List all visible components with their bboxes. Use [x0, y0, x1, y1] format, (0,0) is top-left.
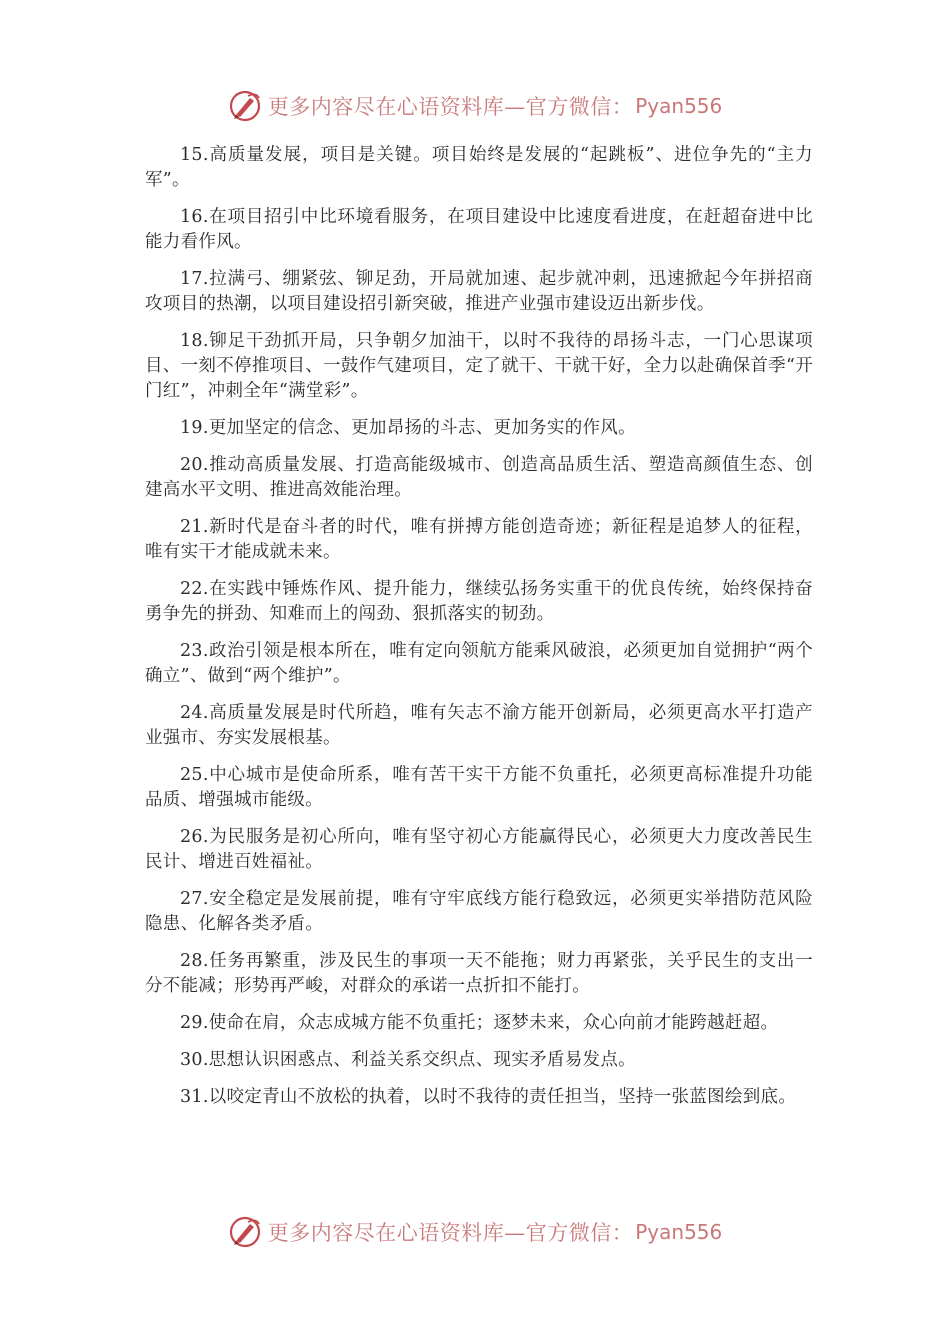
footer-banner-id: Pyan556 [635, 1220, 723, 1244]
paragraph-23: 23.政治引领是根本所在，唯有定向领航方能乘风破浪，必须更加自觉拥护“两个确立”、做到“两个维护”。 [145, 641, 813, 686]
paragraph-29: 29.使命在肩，众志成城方能不负重托；逐梦未来，众心向前才能跨越赶超。 [180, 1013, 779, 1033]
paragraph-30: 30.思想认识困惑点、利益关系交织点、现实矛盾易发点。 [180, 1050, 636, 1070]
pen-logo-icon [228, 89, 262, 123]
paragraph-18: 18.铆足干劲抓开局，只争朝夕加油干，以时不我待的昂扬斗志，一门心思谋项目、一刻不停推项目、一鼓作气建项目，定了就干、干就干好，全力以赴确保首季“开门红”，冲刺全年“满堂彩”。 [145, 331, 813, 401]
paragraph-21: 21.新时代是奋斗者的时代，唯有拼搏方能创造奇迹；新征程是追梦人的征程，唯有实干才能成就未来。 [145, 517, 813, 562]
paragraph-28: 28.任务再繁重，涉及民生的事项一天不能拖；财力再紧张，关乎民生的支出一分不能减；形势再严峻，对群众的承诺一点折扣不能打。 [145, 951, 813, 996]
paragraph-19: 19.更加坚定的信念、更加昂扬的斗志、更加务实的作风。 [180, 418, 636, 438]
header-banner-id: Pyan556 [635, 94, 723, 118]
paragraph-17: 17.拉满弓、绷紧弦、铆足劲，开局就加速、起步就冲刺，迅速掀起今年拼招商攻项目的热潮，以项目建设招引新突破，推进产业强市建设迈出新步伐。 [145, 269, 813, 314]
paragraph-26: 26.为民服务是初心所向，唯有坚守初心方能赢得民心，必须更大力度改善民生民计、增进百姓福祉。 [145, 827, 813, 872]
paragraph-31: 31.以咬定青山不放松的执着，以时不我待的责任担当，坚持一张蓝图绘到底。 [180, 1087, 797, 1107]
header-banner-text: 更多内容尽在心语资料库—官方微信： [267, 95, 634, 119]
paragraph-22: 22.在实践中锤炼作风、提升能力，继续弘扬务实重干的优良传统，始终保持奋勇争先的拼劲、知难而上的闯劲、狠抓落实的韧劲。 [145, 579, 813, 624]
paragraph-16: 16.在项目招引中比环境看服务，在项目建设中比速度看进度，在赶超奋进中比能力看作风。 [145, 207, 813, 252]
paragraph-15: 15.高质量发展，项目是关键。项目始终是发展的“起跳板”、进位争先的“主力军”。 [145, 145, 813, 190]
paragraph-25: 25.中心城市是使命所系，唯有苦干实干方能不负重托，必须更高标准提升功能品质、增强城市能级。 [145, 765, 813, 810]
paragraph-20: 20.推动高质量发展、打造高能级城市、创造高品质生活、塑造高颜值生态、创建高水平文明、推进高效能治理。 [145, 455, 813, 500]
paragraph-24: 24.高质量发展是时代所趋，唯有矢志不渝方能开创新局，必须更高水平打造产业强市、夯实发展根基。 [145, 703, 813, 748]
paragraph-27: 27.安全稳定是发展前提，唯有守牢底线方能行稳致远，必须更实举措防范风险隐患、化解各类矛盾。 [145, 889, 813, 934]
header-banner [0, 86, 950, 126]
footer-banner-text: 更多内容尽在心语资料库—官方微信： [267, 1221, 634, 1245]
footer-banner [0, 1212, 950, 1252]
pen-logo-icon [228, 1215, 262, 1249]
document-body [145, 143, 813, 1122]
